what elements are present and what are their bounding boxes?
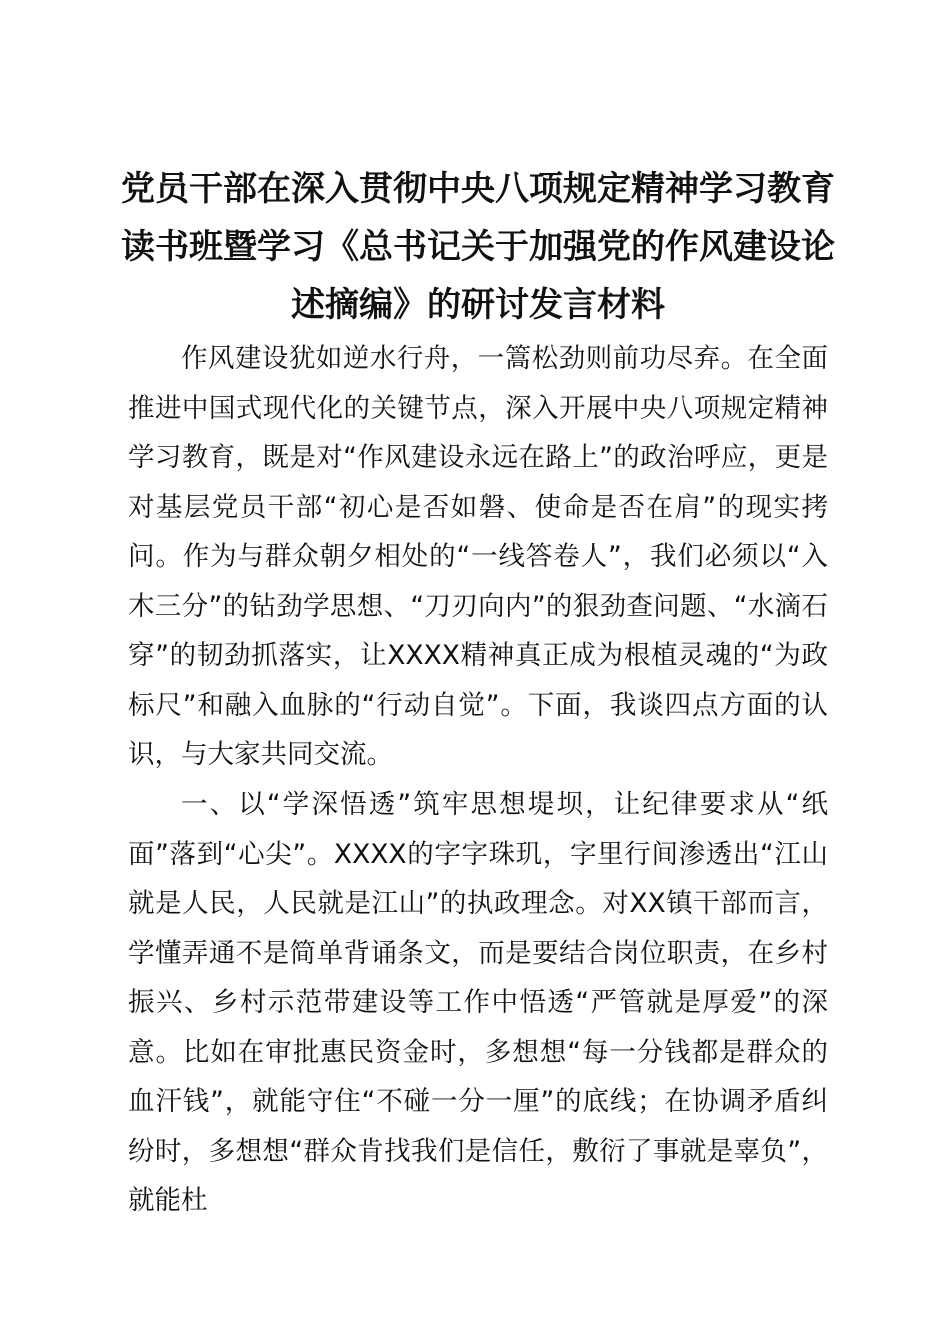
body-paragraph-intro: 作风建设犹如逆水行舟，一篙松劲则前功尽弃。在全面推进中国式现代化的关键节点，深入开展中央八项规定精神学习教育，既是对“作风建设永远在路上”的政治呼应，更是对基层党员干部“初心是否如磐、使命是否在肩”的现实拷问。作为与群众朝夕相处的“一线答卷人”，我们必须以“入木三分”的钻劲学思想、“刀刃向内”的狠劲查问题、“水滴石穿”的韧劲抓落实，让XXXX精神真正成为根植灵魂的“为政标尺”和融入血脉的“行动自觉”。下面，我谈四点方面的认识，与大家共同交流。	[128, 343, 828, 770]
body-paragraph-section-one: 一、以“学深悟透”筑牢思想堤坝，让纪律要求从“纸面”落到“心尖”。XXXX的字字珠玑，字里行间渗透出“江山就是人民，人民就是江山”的执政理念。对XX镇干部而言，学懂弄通不是简单背诵条文，而是要结合岗位职责，在乡村振兴、乡村示范带建设等工作中悟透“严管就是厚爱”的深意。比如在审批惠民资金时，多想想“每一分钱都是群众的血汗钱”，就能守住“不碰一分一厘”的底线；在协调矛盾纠纷时，多想想“群众肯找我们是信任，敷衍了事就是辜负”，就能杜	[128, 789, 828, 1216]
document-title: 党员干部在深入贯彻中央八项规定精神学习教育读书班暨学习《总书记关于加强党的作风建设论述摘编》的研讨发言材料	[121, 169, 835, 325]
